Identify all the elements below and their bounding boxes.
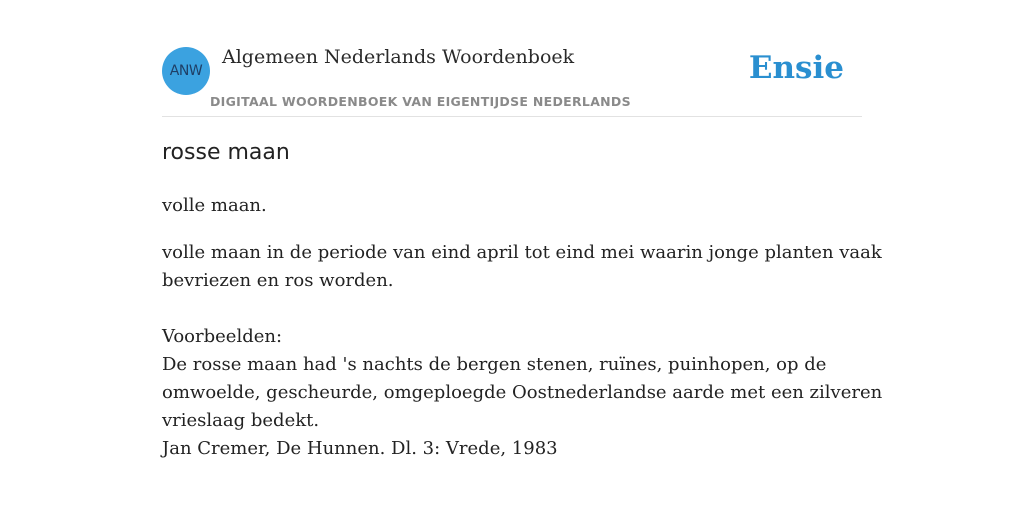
- site-subtitle: DIGITAAL WOORDENBOEK VAN EIGENTIJDSE NEDERLANDS: [210, 94, 631, 109]
- examples-label: Voorbeelden:: [162, 326, 283, 347]
- example-line: vrieslaag bedekt.: [162, 410, 320, 431]
- anw-logo[interactable]: [162, 47, 210, 95]
- entry-term: rosse maan: [162, 140, 290, 165]
- examples: [162, 323, 883, 463]
- site-title[interactable]: Algemeen Nederlands Woordenboek: [222, 46, 575, 68]
- short-definition: [162, 192, 862, 220]
- anw-logo-text: ANW: [169, 63, 203, 79]
- site-header: [162, 0, 862, 117]
- ensie-brand-logo[interactable]: Ensie: [748, 50, 844, 86]
- example-line: omwoelde, gescheurde, omgeploegde Oostnederlandse aarde met een zilveren: [162, 382, 883, 403]
- example-source: Jan Cremer, De Hunnen. Dl. 3: Vrede, 1983: [162, 438, 558, 459]
- definition: [162, 239, 882, 295]
- short-definition-text: volle maan.: [162, 195, 267, 216]
- definition-line: bevriezen en ros worden.: [162, 270, 394, 291]
- definition-line: volle maan in de periode van eind april tot eind mei waarin jonge planten vaak: [162, 242, 882, 263]
- example-line: De rosse maan had 's nachts de bergen stenen, ruïnes, puinhopen, op de: [162, 354, 827, 375]
